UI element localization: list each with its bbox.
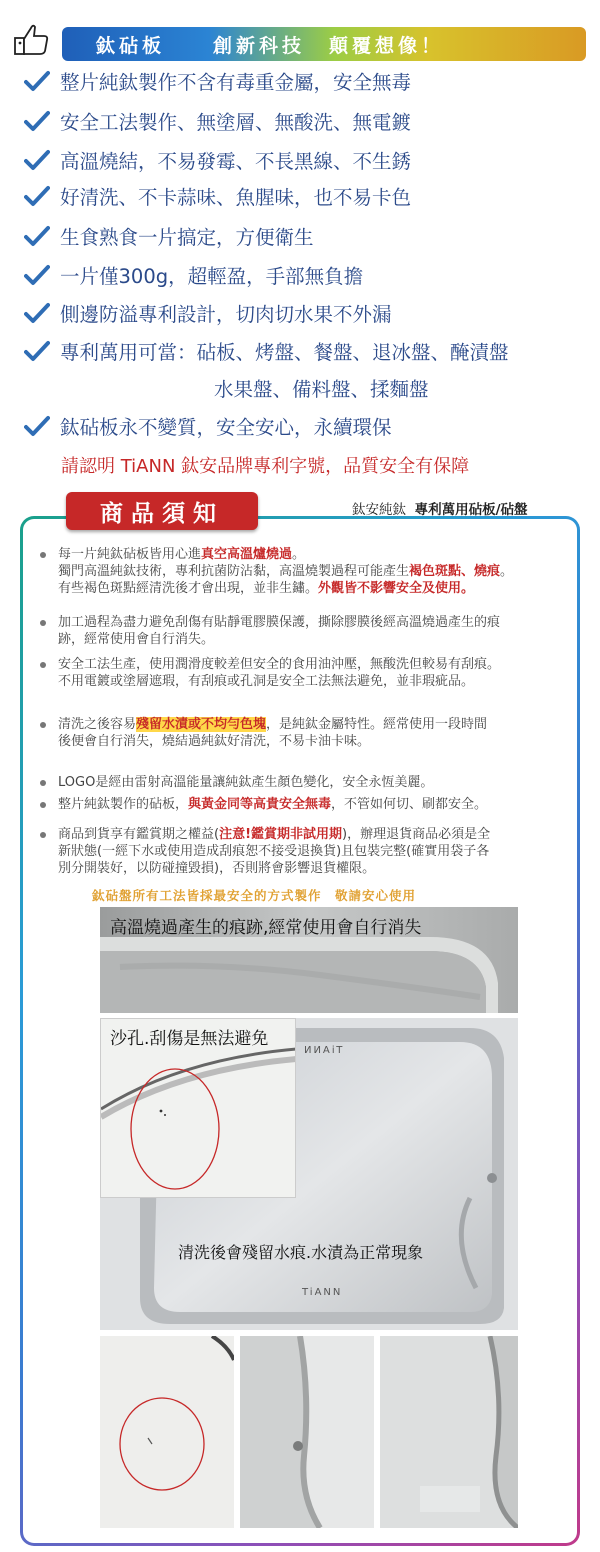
note-text: ，是純鈦金屬特性。經常使用一段時間 xyxy=(266,717,488,732)
feature-item xyxy=(24,181,411,211)
note-body xyxy=(58,614,576,648)
photo-scratch-detail xyxy=(100,1336,234,1528)
feature-item xyxy=(24,298,392,328)
thumbs-up-icon xyxy=(12,20,50,58)
notice-note xyxy=(40,796,576,813)
note-body xyxy=(58,774,576,791)
notice-note xyxy=(40,656,576,690)
emphasis-text: 注意!鑑賞期非試用期 xyxy=(219,827,343,842)
notice-note xyxy=(40,614,576,648)
banner xyxy=(62,27,586,61)
bullet xyxy=(40,780,46,786)
feature-text: 高溫燒結，不易發霉、不長黑線、不生銹 xyxy=(60,150,412,173)
photo-scratch-detail-image xyxy=(100,1336,234,1528)
caption-scratches: 沙孔.刮傷是無法避免 xyxy=(110,1029,269,1049)
photo-edge-hole xyxy=(240,1336,374,1528)
check-icon xyxy=(24,185,50,207)
note-text: )，辦理退貨商品必須是全 xyxy=(342,827,491,842)
note-text: 每一片純鈦砧板皆用心進 xyxy=(58,547,202,562)
note-text: 商品到貨享有鑑賞期之權益( xyxy=(58,827,220,842)
feature-item xyxy=(24,260,363,290)
feature-text: 好清洗、不卡蒜味、魚腥味，也不易卡色 xyxy=(60,186,412,209)
emphasis-text: 殘留水漬或不均勻色塊 xyxy=(136,717,267,732)
check-icon xyxy=(24,302,50,324)
feature-item xyxy=(24,66,411,96)
check-icon xyxy=(24,264,50,286)
check-icon xyxy=(24,110,50,132)
emphasis-text: 真空高溫爐燒過 xyxy=(201,547,293,562)
notice-tab: 商品須知 xyxy=(66,492,258,530)
feature-item xyxy=(24,145,411,175)
note-text: 整片純鈦製作的砧板， xyxy=(58,797,189,812)
bullet xyxy=(40,620,46,626)
emphasis-text: 褐色斑點、燒痕 xyxy=(409,564,501,579)
note-body xyxy=(58,656,576,690)
caption-water-marks: 清洗後會殘留水痕.水漬為正常現象 xyxy=(178,1243,424,1262)
note-text: 。 xyxy=(292,547,306,562)
note-text: 有些褐色斑點經清洗後才會出現，並非生鏽。 xyxy=(58,581,319,596)
feature-text: 側邊防溢專利設計，切肉切水果不外漏 xyxy=(60,303,392,326)
note-text: 新狀態(一經下水或使用造成刮痕恕不接受退換貨)且包裝完整(確實用袋子各 xyxy=(58,844,490,859)
note-text: ，不管如何切、刷都安全。 xyxy=(331,797,488,812)
note-text: LOGO是經由雷射高溫能量讓純鈦產生顏色變化，安全永恆美麗。 xyxy=(58,775,434,790)
note-body xyxy=(58,546,576,597)
note-text: 安全工法生產，使用潤滑度較差但安全的食用油沖壓，無酸洗但較易有刮痕。 xyxy=(58,657,501,672)
photo-board-corner xyxy=(380,1336,518,1528)
feature-text: 生食熟食一片搞定，方便衛生 xyxy=(60,226,314,249)
caption-burn-marks: 高溫燒過產生的痕跡,經常使用會自行消失 xyxy=(110,918,422,938)
brand-name: 鈦安純鈦 xyxy=(352,502,406,518)
note-text: 後便會自行消失，燒結過純鈦好清洗，不易卡油卡味。 xyxy=(58,734,371,749)
feature-text: 一片僅300g，超輕盈，手部無負擔 xyxy=(60,265,364,288)
notice-note xyxy=(40,546,576,597)
note-body xyxy=(58,716,576,750)
photo-board-corner-image xyxy=(380,1336,518,1528)
banner-slogan-2: 顛覆想像！ xyxy=(329,34,445,57)
note-text: 跡，經常使用會自行消失。 xyxy=(58,632,215,647)
logo: TiANN xyxy=(302,1287,343,1298)
feature-text: 安全工法製作、無塗層、無酸洗、無電鍍 xyxy=(60,111,412,134)
check-icon xyxy=(24,149,50,171)
bullet xyxy=(40,552,46,558)
note-text: 別分開裝好，以防碰撞毀損)，否則將會影響退貨權限。 xyxy=(58,861,376,876)
note-text: 。 xyxy=(500,564,514,579)
certification-notice: 請認明 TiANN 鈦安品牌專利字號，品質安全有保障 xyxy=(61,456,470,477)
product-name: 專利萬用砧板/砧盤 xyxy=(414,502,528,518)
note-body xyxy=(58,826,576,877)
photo-edge-hole-image xyxy=(240,1336,374,1528)
banner-slogan-1: 創新科技 xyxy=(213,34,306,57)
note-body xyxy=(58,796,576,813)
note-text: 清洗之後容易 xyxy=(58,717,137,732)
banner-title: 鈦砧板 xyxy=(96,34,166,57)
feature-text: 整片純鈦製作不含有毒重金屬，安全無毒 xyxy=(60,71,412,94)
note-text: 加工過程為盡力避免刮傷有貼靜電膠膜保護，撕除膠膜後經高溫燒過產生的痕 xyxy=(58,615,501,630)
check-icon xyxy=(24,415,50,437)
notice-note xyxy=(40,826,576,877)
logo-mirrored: TiANN xyxy=(302,1045,343,1056)
feature-text: 鈦砧板永不變質，安全安心，永續環保 xyxy=(60,416,392,439)
note-text: 不用電鍍或塗層遮瑕，有刮痕或孔洞是安全工法無法避免，並非瑕疵品。 xyxy=(58,674,475,689)
feature-text: 專利萬用可當：砧板、烤盤、餐盤、退冰盤、醃漬盤 xyxy=(60,341,509,364)
bullet xyxy=(40,662,46,668)
feature-item xyxy=(24,336,509,366)
safety-motto: 鈦砧盤所有工法皆採最安全的方式製作 敬請安心使用 xyxy=(92,888,417,903)
check-icon xyxy=(24,340,50,362)
emphasis-text: 外觀皆不影響安全及使用。 xyxy=(318,581,475,596)
feature-item xyxy=(24,221,314,251)
check-icon xyxy=(24,70,50,92)
emphasis-text: 與黃金同等高貴安全無毒 xyxy=(188,797,332,812)
bullet xyxy=(40,722,46,728)
check-icon xyxy=(24,225,50,247)
notice-note xyxy=(40,774,576,791)
notice-note xyxy=(40,716,576,750)
feature-item xyxy=(24,411,392,441)
bullet xyxy=(40,832,46,838)
product-title xyxy=(352,498,528,518)
bullet xyxy=(40,802,46,808)
feature-item xyxy=(24,106,411,136)
note-text: 獨門高溫純鈦技術，專利抗菌防沾黏，高溫燒製過程可能產生 xyxy=(58,564,410,579)
feature-continuation: 水果盤、備料盤、揉麵盤 xyxy=(214,378,429,401)
